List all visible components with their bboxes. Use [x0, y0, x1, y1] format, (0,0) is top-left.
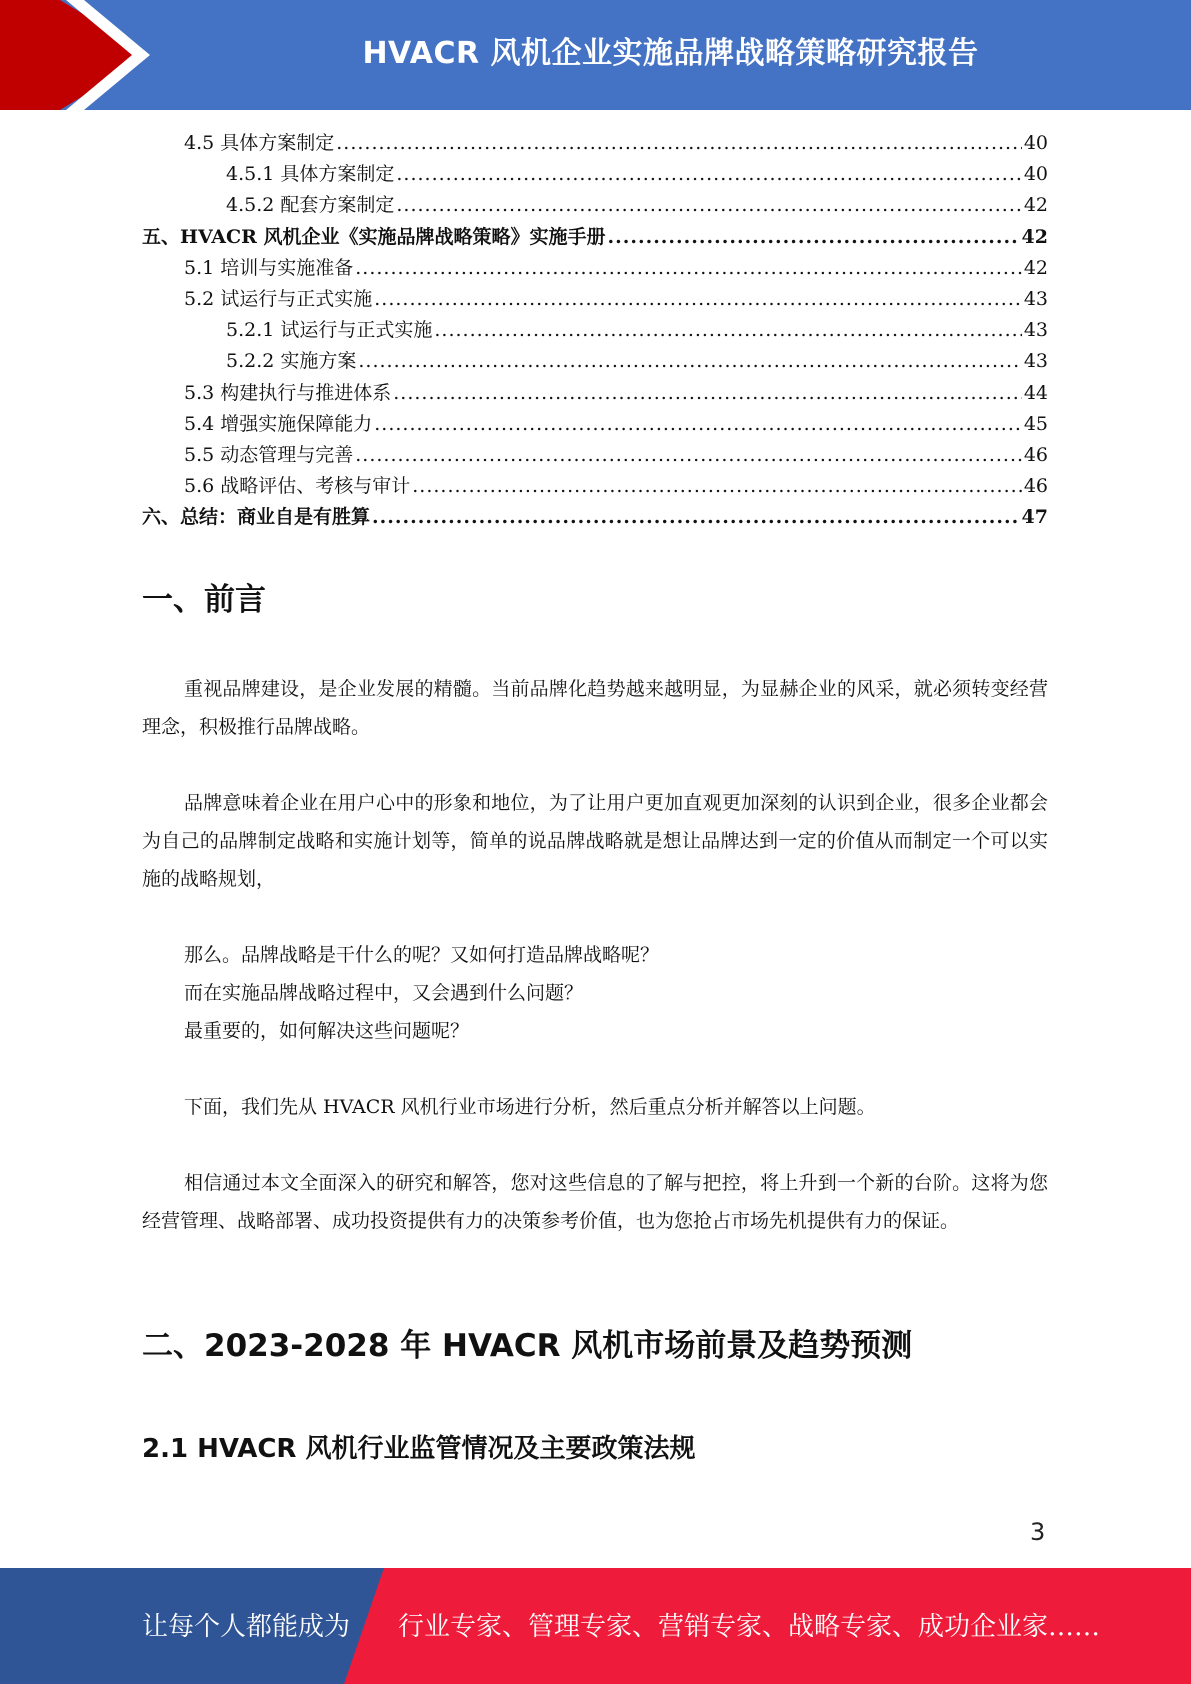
toc-dot-leader: [355, 253, 1022, 284]
toc-dot-leader: [393, 378, 1022, 409]
toc-entry-title: 5.6 战略评估、考核与审计: [184, 475, 411, 498]
paragraph-4: 相信通过本文全面深入的研究和解答，您对这些信息的了解与把控，将上升到一个新的台阶。这将为您经营管理、战略部署、成功投资提供有力的决策参考价值，也为您抢占市场先机提供有力的保证。: [142, 1172, 1048, 1232]
toc-entry-title: 5.3 构建执行与推进体系: [184, 381, 392, 404]
toc-entry[interactable]: [142, 471, 1048, 502]
toc-entry-page: 47: [1021, 506, 1048, 529]
toc-dot-leader: [374, 284, 1022, 315]
footer-slogan-left: 让每个人都能成为: [142, 1612, 351, 1642]
question-1: 那么。品牌战略是干什么的呢？又如何打造品牌战略呢？: [184, 944, 660, 966]
toc-entry[interactable]: [142, 128, 1048, 159]
toc-entry[interactable]: [142, 409, 1048, 440]
toc-entry-title: 5.4 增强实施保障能力: [184, 412, 373, 435]
toc-entry-title: 4.5 具体方案制定: [184, 132, 335, 154]
toc-entry-page: 45: [1023, 412, 1048, 435]
toc-dot-leader: [608, 222, 1020, 253]
toc-entry[interactable]: [142, 346, 1048, 377]
toc-entry-title: 4.5.1 具体方案制定: [226, 163, 395, 186]
toc-entry-page: 43: [1023, 319, 1048, 342]
toc-entry-page: 40: [1023, 163, 1048, 186]
toc-dot-leader: [336, 128, 1022, 159]
toc-entry-title: 5.2.2 实施方案: [226, 350, 357, 373]
paragraph-2: 品牌意味着企业在用户心中的形象和地位，为了让用户更加直观更加深刻的认识到企业，很多企业都会为自己的品牌制定战略和实施计划等，简单的说品牌战略就是想让品牌达到一定的价值从而制定一个可以实施的战略规划，: [142, 792, 1048, 890]
toc-dot-leader: [358, 346, 1021, 377]
toc-dot-leader: [412, 471, 1022, 502]
toc-entry[interactable]: [142, 253, 1048, 284]
toc-entry-title: 5.2.1 试运行与正式实施: [226, 319, 433, 342]
toc-entry[interactable]: [142, 440, 1048, 471]
toc-entry-title: 六、总结：商业自是有胜算: [142, 506, 371, 529]
table-of-contents: [142, 128, 1048, 533]
toc-entry[interactable]: [142, 190, 1048, 221]
toc-dot-leader: [372, 502, 1020, 533]
paragraph-3: 下面，我们先从 HVACR 风机行业市场进行分析，然后重点分析并解答以上问题。: [184, 1096, 876, 1118]
header-title: HVACR 风机企业实施品牌战略策略研究报告: [362, 36, 979, 71]
toc-entry-title: 5.1 培训与实施准备: [184, 256, 354, 279]
paragraph-1: 重视品牌建设，是企业发展的精髓。当前品牌化趋势越来越明显，为显赫企业的风采，就必须转变经营理念，积极推行品牌战略。: [142, 678, 1048, 738]
page-number: 3: [1030, 1518, 1046, 1546]
toc-entry-page: 42: [1023, 256, 1048, 279]
section-heading-preface: 一、前言: [142, 582, 266, 618]
toc-entry-title: 4.5.2 配套方案制定: [226, 194, 395, 217]
toc-entry-page: 43: [1023, 287, 1048, 310]
page-footer: [0, 1568, 1191, 1684]
toc-entry-page: 40: [1023, 132, 1048, 154]
toc-entry-page: 46: [1023, 475, 1048, 498]
question-2: 而在实施品牌战略过程中，又会遇到什么问题？: [184, 982, 584, 1004]
toc-entry-page: 43: [1023, 350, 1048, 373]
toc-entry-title: 5.2 试运行与正式实施: [184, 287, 373, 310]
toc-entry[interactable]: [142, 159, 1048, 190]
toc-entry-title: 五、HVACR 风机企业《实施品牌战略策略》实施手册: [142, 225, 606, 248]
subsection-heading-2-1: 2.1 HVACR 风机行业监管情况及主要政策法规: [142, 1434, 696, 1464]
toc-entry-page: 46: [1023, 443, 1048, 466]
toc-entry[interactable]: [142, 378, 1048, 409]
toc-dot-leader: [396, 190, 1021, 221]
toc-entry[interactable]: [142, 315, 1048, 346]
toc-entry[interactable]: [142, 222, 1048, 253]
toc-dot-leader: [374, 409, 1022, 440]
section-heading-market-outlook: 二、2023-2028 年 HVACR 风机市场前景及趋势预测: [142, 1328, 913, 1364]
toc-entry-page: 42: [1021, 225, 1048, 248]
toc-dot-leader: [434, 315, 1021, 346]
page-header: [0, 0, 1191, 110]
toc-entry-page: 42: [1023, 194, 1048, 217]
toc-entry[interactable]: [142, 284, 1048, 315]
toc-dot-leader: [396, 159, 1021, 190]
footer-slogan-right: 行业专家、管理专家、营销专家、战略专家、成功企业家……: [398, 1612, 1101, 1642]
question-3: 最重要的，如何解决这些问题呢？: [184, 1020, 470, 1042]
toc-dot-leader: [355, 440, 1022, 471]
toc-entry-title: 5.5 动态管理与完善: [184, 443, 354, 466]
toc-entry-page: 44: [1023, 381, 1048, 404]
toc-entry[interactable]: [142, 502, 1048, 533]
